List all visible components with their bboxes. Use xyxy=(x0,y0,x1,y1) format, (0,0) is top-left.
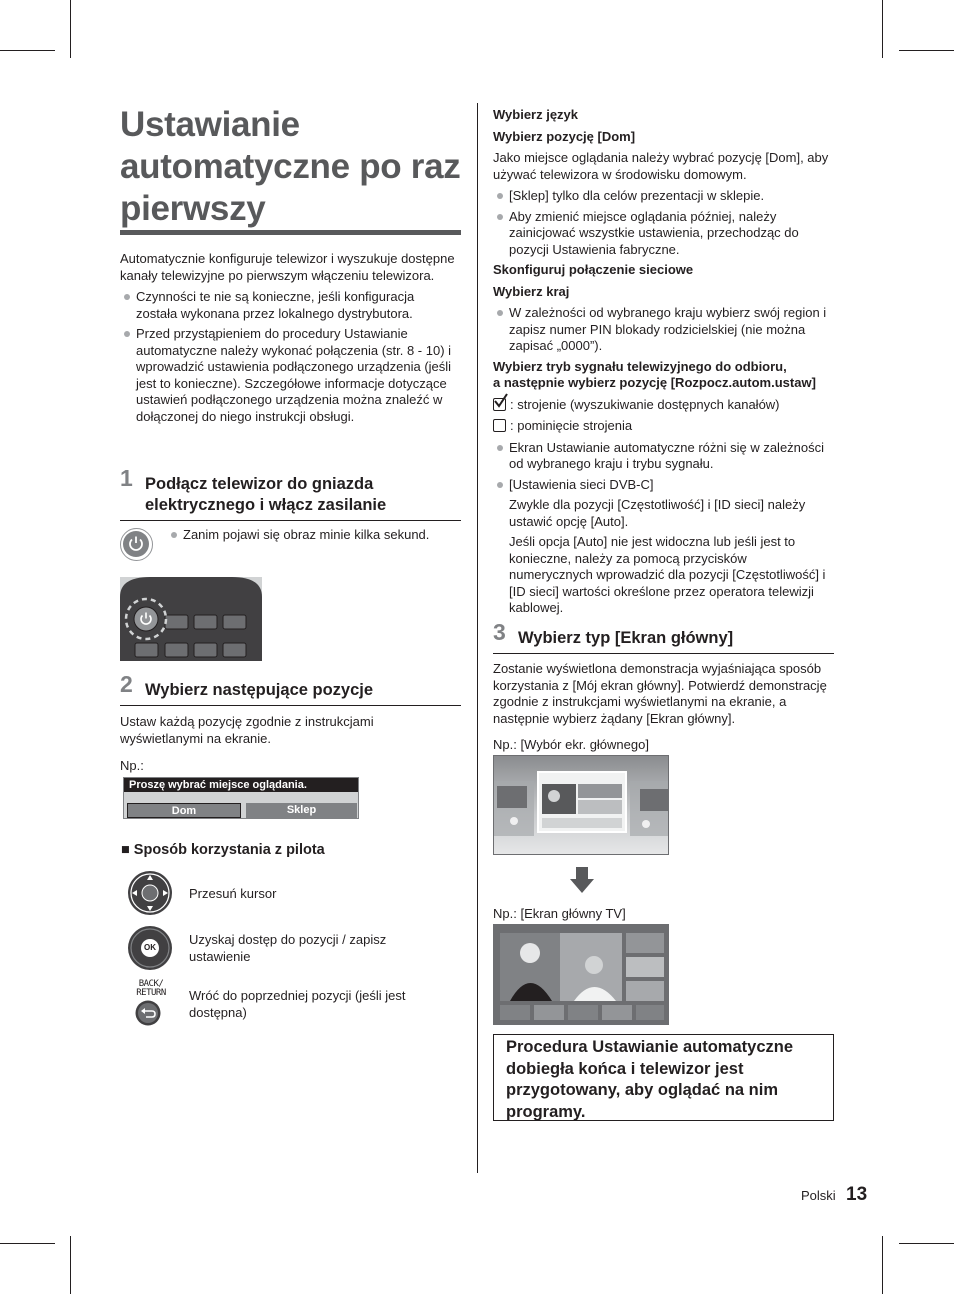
back-label: BACK/ xyxy=(138,979,164,989)
title-underline xyxy=(120,230,461,235)
menu-option-home: Dom xyxy=(127,803,241,818)
heading-select-language: Wybierz język xyxy=(493,107,579,122)
page-number: 13 xyxy=(846,1184,868,1205)
check-skip-row xyxy=(493,418,834,435)
step-title: Wybierz następujące pozycje xyxy=(145,681,374,699)
step-title: Wybierz typ [Ekran główny] xyxy=(518,629,734,647)
footer-language: Polski xyxy=(801,1188,836,1203)
dvbc-bullet: [Ustawienia sieci DVB-C] xyxy=(493,477,834,494)
ok-label: OK xyxy=(144,943,156,952)
example-label: Np.: xyxy=(120,758,144,773)
remote-cursor-text: Przesuń kursor xyxy=(189,886,277,901)
crop-mark xyxy=(70,1236,71,1294)
auto-setup-bullet: Ekran Ustawianie automatyczne różni się w zależności od wybranego kraju i trybu sygnału. xyxy=(493,440,834,473)
crop-mark xyxy=(899,1243,954,1244)
intro-bullet-1: Czynności te nie są konieczne, jeśli konfiguracja została wykonana przez lokalnego dystrybutora. xyxy=(120,289,455,322)
checked-box-icon xyxy=(493,398,506,411)
dvbc-text-1: Zwykle dla pozycji [Częstotliwość] i [ID sieci] należy ustawić opcję [Auto]. xyxy=(509,497,806,529)
country-bullet: W zależności od wybranego kraju wybierz swój region i zapisz numer PIN blokady rodzicielskiej (nie można zapisać „0000”). xyxy=(493,305,834,355)
heading-network: Skonfiguruj połączenie sieciowe xyxy=(493,262,694,277)
remote-ok-text: Uzyskaj dostęp do pozycji / zapisz ustawienie xyxy=(189,932,387,964)
heading-country: Wybierz kraj xyxy=(493,283,570,299)
return-label: RETURN xyxy=(136,988,166,998)
crop-mark xyxy=(882,0,883,58)
right-column xyxy=(493,107,834,617)
location-menu-example xyxy=(123,777,359,819)
example-select-home-label: Np.: [Wybór ekr. głównego] xyxy=(493,737,649,752)
ok-button-icon xyxy=(127,925,173,971)
step-2-text: Ustaw każdą pozycję zgodnie z instrukcjami wyświetlanymi na ekranie. xyxy=(120,714,374,746)
example-home-tv-label: Np.: [Ekran główny TV] xyxy=(493,906,626,921)
step-number: 1 xyxy=(120,465,133,491)
step-title: Podłącz telewizor do gniazda elektrycznego i włącz zasilanie xyxy=(145,475,387,514)
completion-box: Procedura Ustawianie automatyczne dobiegła końca i telewizor jest przygotowany, aby oglądać na nim programy. xyxy=(493,1034,834,1121)
heading-select-home: Wybierz pozycję [Dom] xyxy=(493,128,636,144)
shop-bullet: [Sklep] tylko dla celów prezentacji w sklepie. xyxy=(493,188,834,205)
crop-mark xyxy=(882,1236,883,1294)
step-1-bullet: Zanim pojawi się obraz minie kilka sekund. xyxy=(167,527,457,544)
home-screen-tv-screenshot xyxy=(493,924,669,1025)
step-2-heading xyxy=(120,671,461,706)
empty-box-icon xyxy=(493,419,506,432)
step-number: 3 xyxy=(493,619,506,645)
home-text: Jako miejsce oglądania należy wybrać pozycję [Dom], aby używać telewizora w środowisku domowym. xyxy=(493,150,829,182)
remote-power-illustration xyxy=(120,577,262,661)
heading-signal-mode-2: a następnie wybierz pozycję [Rozpocz.autom.ustaw] xyxy=(493,375,816,390)
menu-option-shop: Sklep xyxy=(246,803,357,818)
back-return-label xyxy=(134,980,168,998)
check-skip-text: : pominięcie strojenia xyxy=(510,418,633,433)
step-1-heading xyxy=(120,465,461,521)
change-location-bullet: Aby zmienić miejsce oglądania później, należy zainicjować wszystkie ustawienia, przechodząc do pozycji Ustawienia fabryczne. xyxy=(493,209,834,259)
remote-back-text: Wróć do poprzedniej pozycji (jeśli jest dostępna) xyxy=(189,988,406,1020)
crop-mark xyxy=(0,50,55,51)
column-divider xyxy=(477,103,478,1173)
step-3-heading xyxy=(493,619,834,654)
intro-bullet-2: Przed przystąpieniem do procedury Ustawianie automatyczne należy wykonać połączenia (str. 8 - 10) i wprowadzić ustawienia podłączonego urządzenia (jeśli jest to konieczne). Szczegółowe informacje dotyczące ustawień podłączonego urządzenia można znaleźć w dołączonej do niego instrukcji obsługi. xyxy=(120,326,455,425)
check-tuning-row xyxy=(493,397,834,414)
dvbc-text-2: Jeśli opcja [Auto] nie jest widoczna lub jeśli jest to konieczne, należy za pomocą przycisków numerycznych wprowadzić dla pozycji [Częstotliwość] i [ID sieci] wartości określone przez operatora telewizji kablowej. xyxy=(509,534,826,615)
home-screen-select-screenshot xyxy=(493,755,669,855)
intro-section xyxy=(120,251,455,429)
crop-mark xyxy=(70,0,71,58)
cursor-pad-icon xyxy=(127,870,173,916)
arrow-down-icon xyxy=(570,867,594,893)
step-number: 2 xyxy=(120,671,133,697)
back-return-icon xyxy=(135,1000,161,1026)
remote-usage-heading: ■ Sposób korzystania z pilota xyxy=(121,842,325,858)
crop-mark xyxy=(0,1243,55,1244)
heading-signal-mode-1: Wybierz tryb sygnału telewizyjnego do odbioru, xyxy=(493,358,787,374)
crop-mark xyxy=(899,50,954,51)
page-title: Ustawianie automatyczne po raz pierwszy xyxy=(120,105,461,228)
check-tuning-text: : strojenie (wyszukiwanie dostępnych kanałów) xyxy=(510,396,780,412)
step-3-text: Zostanie wyświetlona demonstracja wyjaśniająca sposób korzystania z [Mój ekran główny]. Potwierdź demonstrację zgodnie z instrukcjami wyświetlanymi na ekranie, a następnie wybierz żądany [Ekran główny]. xyxy=(493,661,827,726)
menu-header: Proszę wybrać miejsce oglądania. xyxy=(124,778,358,792)
power-button-icon xyxy=(120,528,153,561)
intro-text: Automatycznie konfiguruje telewizor i wyszukuje dostępne kanały telewizyjne po pierwszym włączeniu telewizora. xyxy=(120,251,455,283)
